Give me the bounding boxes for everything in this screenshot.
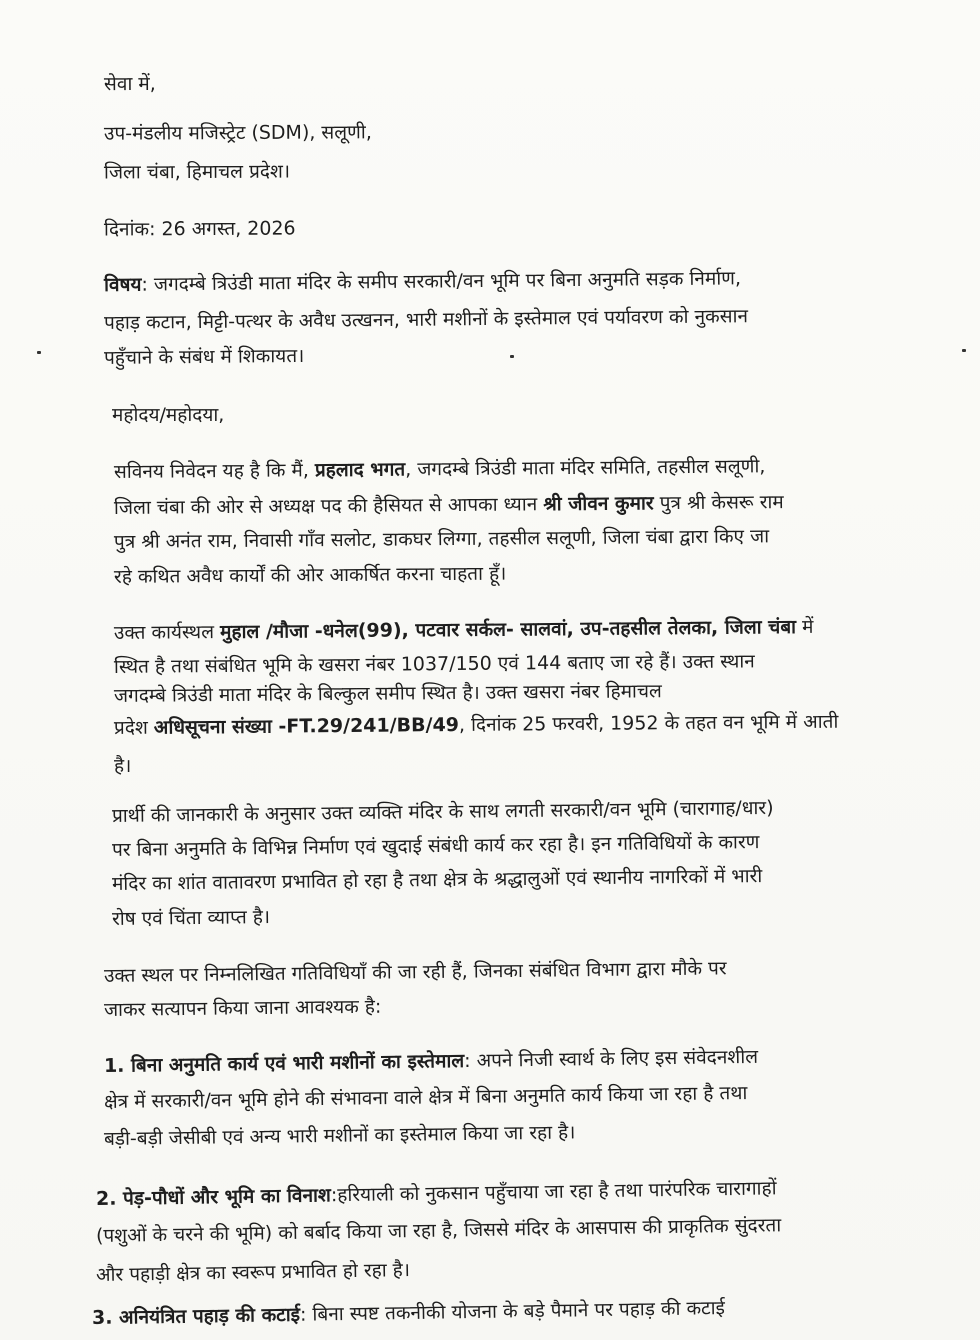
para1-line-1 <box>114 454 766 484</box>
para2-text: , दिनांक 25 फरवरी, 1952 के तहत वन भूमि में आती <box>458 710 839 736</box>
item1-line-3: बड़ी-बड़ी जेसीबी एवं अन्य भारी मशीनों का इस्तेमाल किया जा रहा है। <box>103 1121 576 1150</box>
para2-text: में <box>795 615 814 639</box>
item2-line-1 <box>96 1176 777 1211</box>
para1-text: जिला चंबा की ओर से अध्यक्ष पद की हैसियत से आपका ध्यान <box>113 493 544 519</box>
item1-text: : अपने निजी स्वार्थ के लिए इस संवेदनशील <box>464 1045 759 1072</box>
address-district: जिला चंबा, हिमाचल प्रदेश। <box>103 160 291 184</box>
para3-line-3: मंदिर का शांत वातावरण प्रभावित हो रहा है तथा क्षेत्र के श्रद्धालुओं एवं स्थानीय नागरिकों में भारी <box>111 865 763 895</box>
para1-text: सविनय निवेदन यह है कि मैं, <box>113 459 316 483</box>
site-location: मुहाल /मौजा -धनेल(99), पटवार सर्कल- सालवां, उप-तहसील तेलका, जिला चंबा <box>219 616 797 644</box>
notification-number: अधिसूचना संख्या -FT.29/241/BB/49 <box>153 713 460 739</box>
respondent-name: श्री जीवन कुमार <box>543 492 654 516</box>
para3-line-2: पर बिना अनुमति के विभिन्न निर्माण एवं खुदाई संबंधी कार्य कर रहा है। इन गतिविधियों के कारण <box>111 831 760 861</box>
item3-line-1 <box>92 1296 725 1330</box>
applicant-name: प्रहलाद भगत <box>314 458 406 482</box>
para1-line-2 <box>114 490 784 520</box>
para4-line-2: जाकर सत्यापन किया जाना आवश्यक है: <box>103 995 382 1021</box>
item2-line-2: (पशुओं के चरने की भूमि) को बर्बाद किया जा रहा है, जिससे मंदिर के आसपास की प्राकृतिक सुंदरता <box>95 1214 782 1247</box>
scan-speck <box>962 349 966 352</box>
subject-line-3: पहुँचाने के संबंध में शिकायत। <box>103 344 305 369</box>
date-line: दिनांक: 26 अगस्त, 2026 <box>103 217 296 241</box>
item1-line-1 <box>104 1045 758 1078</box>
subject-line-2: पहाड़ कटान, मिट्टी-पत्थर के अवैध उत्खनन, भारी मशीनों के इस्तेमाल एवं पर्यावरण को नुकसान <box>103 305 749 334</box>
item3-text: : बिना स्पष्ट तकनीकी योजना के बड़े पैमाने पर पहाड़ की कटाई <box>299 1297 726 1326</box>
scan-speck <box>37 351 41 354</box>
para1-line-3: पुत्र श्री अनंत राम, निवासी गाँव सलोट, डाकघर लिग्गा, तहसील सलूणी, जिला चंबा द्वारा किए जा <box>113 525 770 553</box>
salutation: महोदय/महोदया, <box>112 404 225 426</box>
para2-line-3: जगदम्बे त्रिउंडी माता मंदिर के बिल्कुल समीप स्थित है। उक्त खसरा नंबर हिमाचल <box>113 680 662 707</box>
para2-line-5: है। <box>114 755 132 777</box>
item1-line-2: क्षेत्र में सरकारी/वन भूमि होने की संभावना वाले क्षेत्र में बिना अनुमति कार्य किया जा रहा है तथा <box>103 1082 748 1113</box>
para2-text: उक्त कार्यस्थल <box>113 621 221 644</box>
para2-line-2: स्थित है तथा संबंधित भूमि के खसरा नंबर 1037/150 एवं 144 बताए जा रहे हैं। उक्त स्थान <box>113 650 755 678</box>
item2-line-3: और पहाड़ी क्षेत्र का स्वरूप प्रभावित हो रहा है। <box>95 1259 411 1286</box>
para1-text: पुत्र श्री केसरू राम <box>653 491 784 515</box>
para2-text: प्रदेश <box>113 716 154 739</box>
item3-heading: 3. अनियंत्रित पहाड़ की कटाई <box>91 1303 301 1329</box>
item2-text: :हरियाली को नुकसान पहुँचाया जा रहा है तथा पारंपरिक चारागाहों <box>330 1177 777 1207</box>
para1-line-4: रहे कथित अवैध कार्यों की ओर आकर्षित करना चाहता हूँ। <box>113 562 507 588</box>
address-to: सेवा में, <box>103 72 156 96</box>
para4-line-1: उक्त स्थल पर निम्नलिखित गतिविधियाँ की जा रही हैं, जिनका संबंधित विभाग द्वारा मौके पर <box>103 957 727 987</box>
para3-line-4: रोष एवं चिंता व्याप्त है। <box>111 906 271 930</box>
para3-line-1: प्रार्थी की जानकारी के अनुसार उक्त व्यक्ति मंदिर के साथ लगती सरकारी/वन भूमि (चारागाह/धार) <box>111 796 774 827</box>
item2-heading: 2. पेड़-पौधों और भूमि का विनाश <box>95 1184 332 1210</box>
subject-line-1 <box>104 266 741 297</box>
scan-speck <box>510 355 514 358</box>
item1-heading: 1. बिना अनुमति कार्य एवं भारी मशीनों का इस्तेमाल <box>103 1049 465 1077</box>
address-officer: उप-मंडलीय मजिस्ट्रेट (SDM), सलूणी, <box>103 121 372 145</box>
subject-text-1: : जगदम्बे त्रिउंडी माता मंदिर के समीप सरकारी/वन भूमि पर बिना अनुमति सड़क निर्माण, <box>141 267 742 296</box>
para1-text: , जगदम्बे त्रिउंडी माता मंदिर समिति, तहसील सलूणी, <box>405 455 766 481</box>
subject-label: विषय <box>103 273 142 296</box>
para2-line-1 <box>114 615 814 645</box>
para2-line-4 <box>114 710 839 740</box>
